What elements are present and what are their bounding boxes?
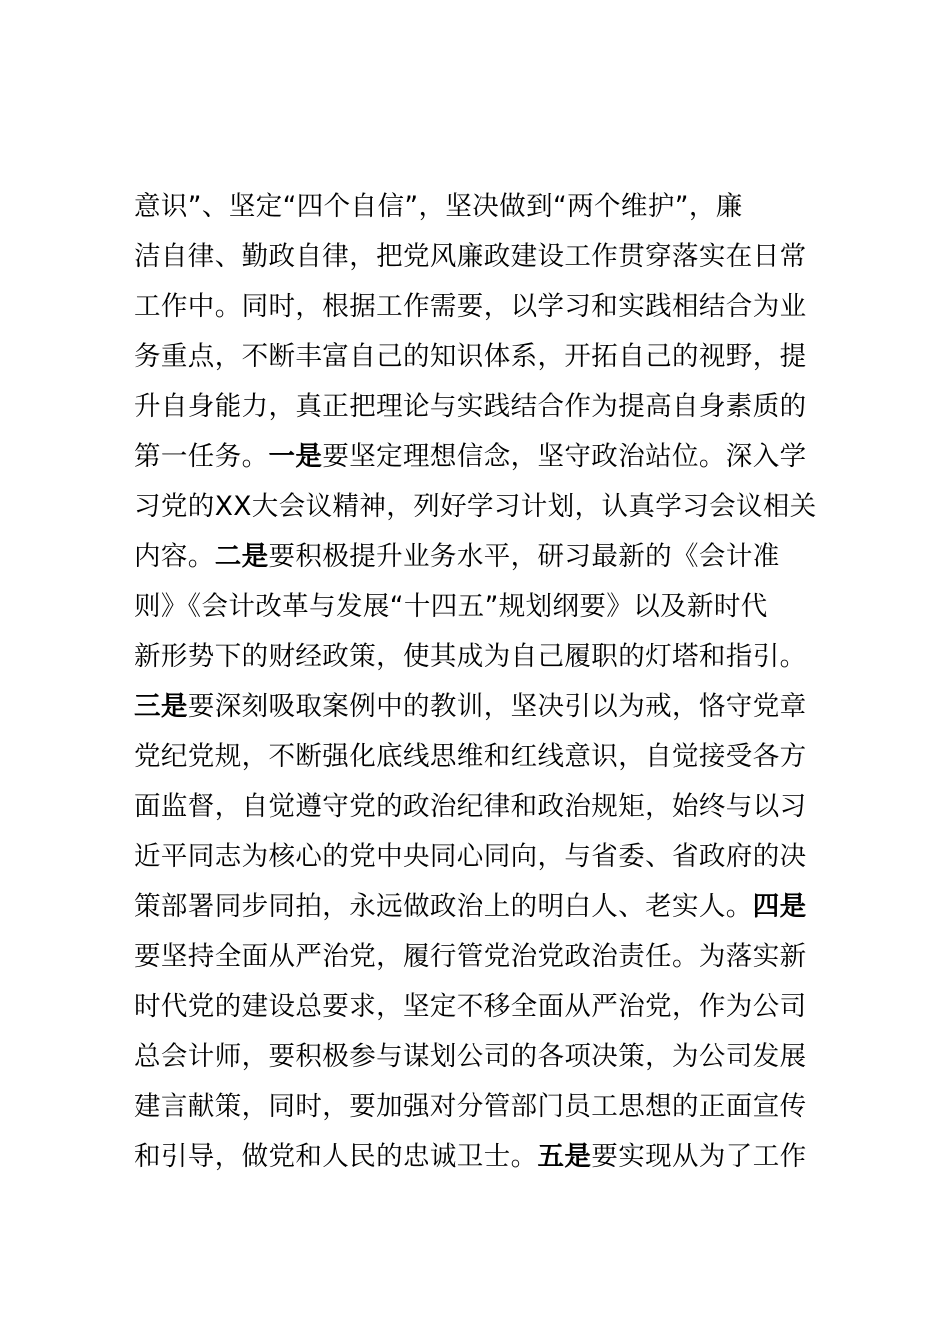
- text-segment: 面监督，自觉遵守党的政治纪律和政治规矩，始终与以习: [134, 791, 807, 822]
- text-line: [134, 182, 854, 232]
- emphasis-text: 二是: [214, 541, 269, 572]
- text-line: [134, 282, 854, 332]
- text-line: [134, 382, 854, 432]
- text-segment: 要实现从为了工作: [591, 1141, 807, 1172]
- text-segment: 升自身能力，真正把理论与实践结合作为提高自身素质的: [134, 391, 807, 422]
- text-line: [134, 582, 854, 632]
- text-segment: 习党的XX大会议精神，列好学习计划，认真学习会议相关: [134, 491, 817, 522]
- text-line: [134, 932, 854, 982]
- text-segment: 和引导，做党和人民的忠诚卫士。: [134, 1141, 538, 1172]
- text-segment: 务重点，不断丰富自己的知识体系，开拓自己的视野，提: [134, 341, 807, 372]
- text-segment: 要深刻吸取案例中的教训，坚决引以为戒，恪守党章: [187, 691, 807, 722]
- emphasis-text: 五是: [537, 1141, 592, 1172]
- text-segment: 总会计师，要积极参与谋划公司的各项决策，为公司发展: [134, 1041, 807, 1072]
- text-line: [134, 1132, 854, 1182]
- text-segment: 第一任务。: [134, 441, 269, 472]
- emphasis-text: 三是: [134, 691, 188, 722]
- text-segment: 内容。: [134, 541, 215, 572]
- text-line: [134, 232, 854, 282]
- text-line: [134, 632, 854, 682]
- text-line: [134, 982, 854, 1032]
- text-line: [134, 532, 854, 582]
- text-line: [134, 432, 854, 482]
- text-segment: 洁自律、勤政自律，把党风廉政建设工作贯穿落实在日常: [134, 241, 807, 272]
- text-line: [134, 782, 854, 832]
- text-line: [134, 482, 854, 532]
- text-segment: 意识”、坚定“四个自信”，坚决做到“两个维护”，廉: [134, 191, 743, 222]
- text-segment: 时代党的建设总要求，坚定不移全面从严治党，作为公司: [134, 991, 807, 1022]
- text-segment: 党纪党规，不断强化底线思维和红线意识，自觉接受各方: [134, 741, 807, 772]
- text-segment: 工作中。同时，根据工作需要，以学习和实践相结合为业: [134, 291, 807, 322]
- text-line: [134, 882, 854, 932]
- text-line: [134, 332, 854, 382]
- text-line: [134, 1082, 854, 1132]
- emphasis-text: 一是: [268, 441, 323, 472]
- text-line: [134, 732, 854, 782]
- text-segment: 要坚持全面从严治党，履行管党治党政治责任。为落实新: [134, 941, 807, 972]
- text-segment: 要坚定理想信念，坚守政治站位。深入学: [322, 441, 807, 472]
- text-segment: 则》《会计改革与发展“十四五”规划纲要》以及新时代: [134, 591, 768, 622]
- text-segment: 建言献策，同时，要加强对分管部门员工思想的正面宣传: [134, 1091, 807, 1122]
- text-segment: 新形势下的财经政策，使其成为自己履职的灯塔和指引。: [134, 641, 807, 672]
- text-line: [134, 682, 854, 732]
- text-segment: 要积极提升业务水平，研习最新的《会计准: [268, 541, 780, 572]
- emphasis-text: 四是: [752, 891, 807, 922]
- text-line: [134, 832, 854, 882]
- body-text: [134, 182, 854, 1182]
- text-segment: 近平同志为核心的党中央同心同向，与省委、省政府的决: [134, 841, 807, 872]
- text-segment: 策部署同步同拍，永远做政治上的明白人、老实人。: [134, 891, 753, 922]
- text-line: [134, 1032, 854, 1082]
